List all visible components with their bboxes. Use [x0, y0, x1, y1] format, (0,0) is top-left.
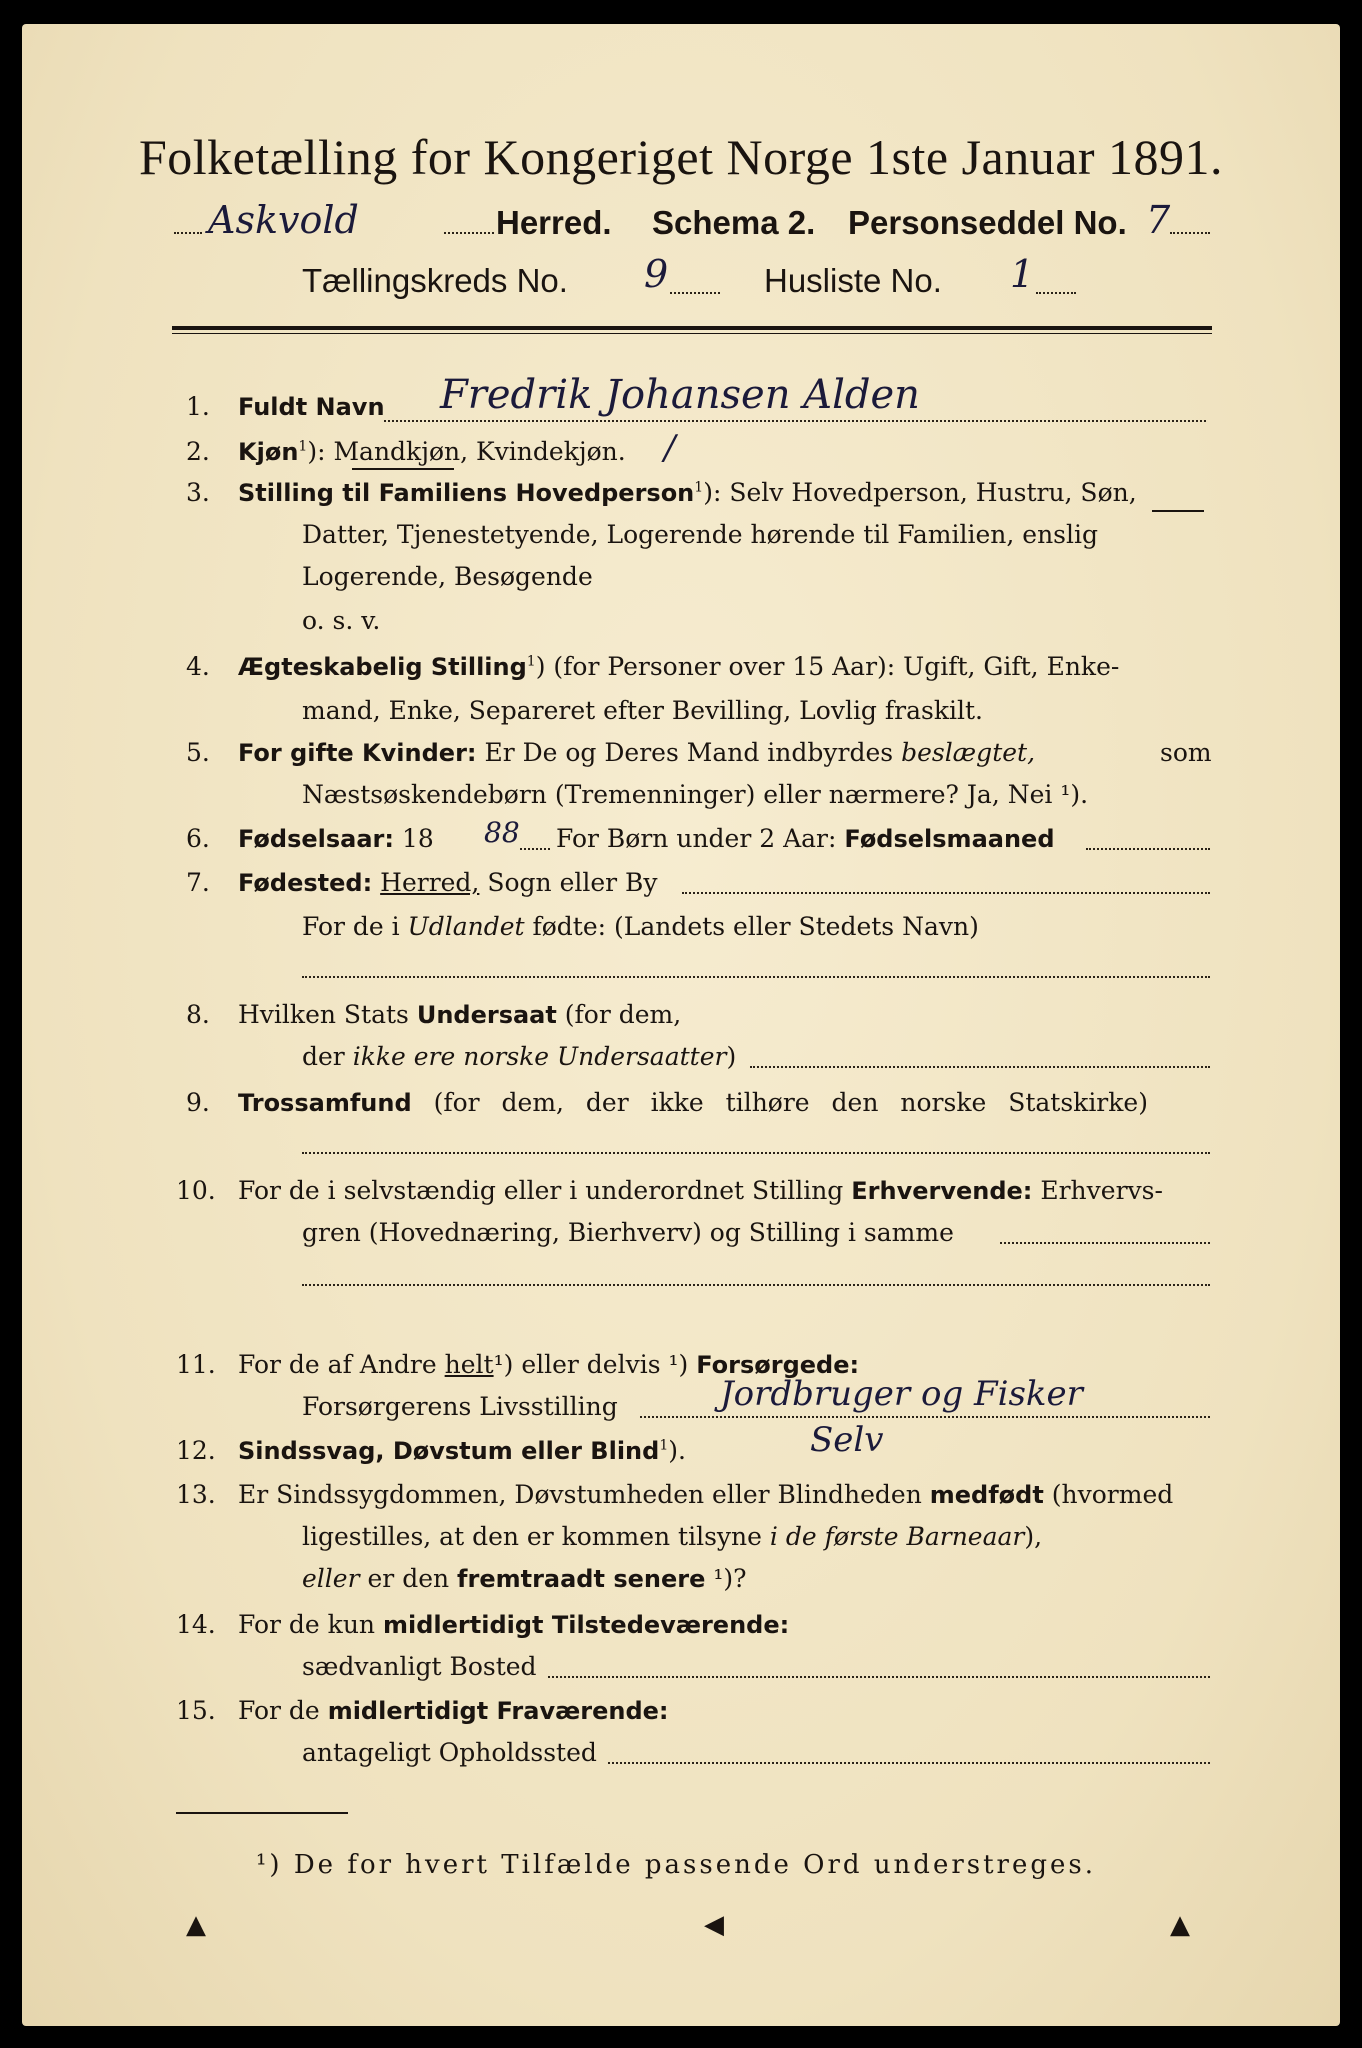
- item-text: beslægtet,: [901, 738, 1036, 767]
- dotted-line: [174, 232, 202, 234]
- item-text: Er De og Deres Mand indbyrdes: [484, 738, 894, 767]
- provider-occupation-value: Jordbruger og Fisker: [720, 1374, 1083, 1414]
- footnote-rule: [176, 1812, 348, 1814]
- item-text: ).: [668, 1436, 686, 1465]
- item-text: For de kun: [238, 1610, 376, 1639]
- item-text: i de første Barneaar: [769, 1522, 1025, 1551]
- form-title: Folketælling for Kongeriget Norge 1ste Januar 1891.: [138, 129, 1224, 185]
- header-rule: [172, 326, 1212, 330]
- item-text: ): [726, 1042, 737, 1071]
- item-text: Erhvervs-: [1040, 1176, 1163, 1205]
- item-text: For Børn under 2 Aar:: [556, 824, 837, 853]
- item-text: fødte: (Landets eller Stedets Navn): [532, 912, 979, 941]
- item-label: Ægteskabelig Stilling: [238, 653, 527, 681]
- herred-value: Askvold: [208, 198, 359, 242]
- corner-mark-left: ▲: [186, 1910, 206, 1940]
- dotted-line: [1000, 1242, 1210, 1244]
- item-number: 10.: [176, 1176, 216, 1205]
- item-text: Er Sindssygdommen, Døvstumheden eller Blindheden: [238, 1480, 922, 1509]
- item-number: 7.: [186, 868, 210, 897]
- item-text: Udlandet: [407, 912, 525, 941]
- item-text: For de: [238, 1696, 320, 1725]
- item-number: 12.: [176, 1436, 216, 1465]
- dotted-line: [384, 420, 1206, 422]
- item-label: For gifte Kvinder:: [238, 739, 477, 767]
- item-text: ikke ere norske Undersaatter: [352, 1042, 727, 1071]
- kreds-label: Tællingskreds No.: [302, 262, 568, 299]
- item-text: som: [1160, 738, 1212, 767]
- item-number: 8.: [186, 1000, 210, 1029]
- item-label: Fødested:: [238, 869, 373, 897]
- dotted-line: [1086, 848, 1210, 850]
- item-text: Hvilken Stats: [238, 1000, 409, 1029]
- personseddel-label: Personseddel No.: [848, 204, 1127, 241]
- item-text: (for dem,: [564, 1000, 682, 1029]
- item-text: sædvanligt Bosted: [302, 1652, 537, 1681]
- dotted-line: [548, 1676, 1210, 1678]
- item-text: ),: [1024, 1522, 1043, 1551]
- item-label: Fuldt Navn: [238, 393, 385, 421]
- schema-label: Schema 2.: [652, 204, 816, 241]
- item-text: (hvormed: [1051, 1480, 1174, 1509]
- dotted-line: [302, 976, 1210, 978]
- item-text: For de i: [302, 912, 400, 941]
- footnote: ¹) De for hvert Tilfælde passende Ord understreges.: [256, 1850, 1097, 1880]
- item-number: 1.: [186, 392, 210, 421]
- year-prefix: 18: [401, 824, 434, 853]
- item-text: ligestilles, at den er kommen tilsyne: [302, 1522, 762, 1551]
- item-label: Trossamfund: [238, 1089, 412, 1117]
- gender-row: [238, 437, 626, 466]
- dotted-line: [1170, 232, 1210, 234]
- item-text: (for dem, der ikke tilhøre den norske Statskirke): [433, 1088, 1148, 1117]
- dotted-line: [302, 1152, 1210, 1154]
- item-number: 4.: [186, 652, 210, 681]
- underline-mark: [1152, 510, 1204, 512]
- underline-mark: [352, 468, 454, 470]
- item-text: For de i selvstændig eller i underordnet Stilling: [238, 1176, 844, 1205]
- item-label: fremtraadt senere: [457, 1565, 706, 1593]
- item-label: midlertidigt Fraværende:: [327, 1697, 669, 1725]
- item-text: Næstsøskendebørn (Tremenninger) eller nærmere? Ja, Nei ¹).: [302, 780, 1089, 809]
- item-text: Sogn eller By: [487, 868, 658, 897]
- dotted-line: [444, 232, 494, 234]
- herred-label: Herred.: [496, 204, 612, 241]
- item-text: ¹)?: [713, 1564, 747, 1593]
- item-label: Kjøn: [238, 438, 299, 466]
- gender-options: ): Mandkjøn, Kvindekjøn.: [307, 437, 626, 466]
- item-text: Datter, Tjenestetyende, Logerende hørende til Familien, enslig: [302, 520, 1099, 549]
- dotted-line: [520, 848, 550, 850]
- item-text: ): Selv Hovedperson, Hustru, Søn,: [703, 478, 1137, 507]
- item-number: 5.: [186, 738, 210, 767]
- item-label: Erhvervende:: [851, 1177, 1033, 1205]
- footnote-ref: 1: [526, 653, 536, 670]
- item-text: For de af Andre: [238, 1350, 437, 1379]
- item-text: helt: [444, 1350, 494, 1379]
- footnote-ref: 1: [694, 479, 704, 496]
- item-text: Herred,: [380, 868, 480, 897]
- husliste-value: 1: [1010, 252, 1035, 296]
- item-label: Forsørgede:: [696, 1351, 860, 1379]
- header-rule-thin: [172, 333, 1212, 334]
- disability-value: Selv: [810, 1420, 884, 1460]
- item-number: 6.: [186, 824, 210, 853]
- dotted-line: [1036, 292, 1076, 294]
- item-number: 15.: [176, 1696, 216, 1725]
- item-text: mand, Enke, Separeret efter Bevilling, Lovlig fraskilt.: [302, 696, 983, 725]
- footnote-ref: 1: [298, 438, 308, 455]
- item-text: ¹) eller delvis ¹): [493, 1350, 689, 1379]
- item-text: ) (for Personer over 15 Aar): Ugift, Gift, Enke-: [535, 652, 1120, 681]
- item-text: o. s. v.: [302, 606, 381, 635]
- husliste-label: Husliste No.: [764, 262, 942, 299]
- item-number: 11.: [176, 1350, 216, 1379]
- dotted-line: [682, 892, 1210, 894]
- item-label: Undersaat: [416, 1001, 557, 1029]
- item-text: gren (Hovednæring, Bierhverv) og Stilling i samme: [302, 1218, 954, 1247]
- full-name-value: Fredrik Johansen Alden: [440, 372, 920, 418]
- item-label: Fødselsmaaned: [844, 825, 1055, 853]
- check-mark: /: [664, 428, 676, 468]
- item-text: Forsørgerens Livsstilling: [302, 1392, 618, 1421]
- personseddel-value: 7: [1146, 198, 1171, 242]
- dotted-line: [302, 1284, 1210, 1286]
- item-text: Logerende, Besøgende: [302, 562, 593, 591]
- dotted-line: [750, 1066, 1210, 1068]
- item-label: Sindssvag, Døvstum eller Blind: [238, 1437, 660, 1465]
- dotted-line: [640, 1416, 1210, 1418]
- footnote-ref: 1: [659, 1437, 669, 1454]
- item-text: er den: [367, 1564, 450, 1593]
- birth-year-value: 88: [484, 816, 520, 849]
- item-text: eller: [302, 1564, 360, 1593]
- item-number: 9.: [186, 1088, 210, 1117]
- dotted-line: [670, 292, 720, 294]
- item-number: 3.: [186, 478, 210, 507]
- item-number: 14.: [176, 1610, 216, 1639]
- item-label: Stilling til Familiens Hovedperson: [238, 479, 695, 507]
- item-text: der: [302, 1042, 345, 1071]
- item-text: antageligt Opholdssted: [302, 1738, 597, 1767]
- corner-mark-right: ▲: [1170, 1910, 1190, 1940]
- dotted-line: [608, 1762, 1210, 1764]
- item-number: 13.: [176, 1480, 216, 1509]
- item-label: Fødselsaar:: [238, 825, 394, 853]
- item-label: medfødt: [929, 1481, 1044, 1509]
- corner-mark-center: ◀: [704, 1910, 724, 1940]
- item-number: 2.: [186, 437, 210, 466]
- item-label: midlertidigt Tilstedeværende:: [382, 1611, 790, 1639]
- kreds-value: 9: [644, 252, 669, 296]
